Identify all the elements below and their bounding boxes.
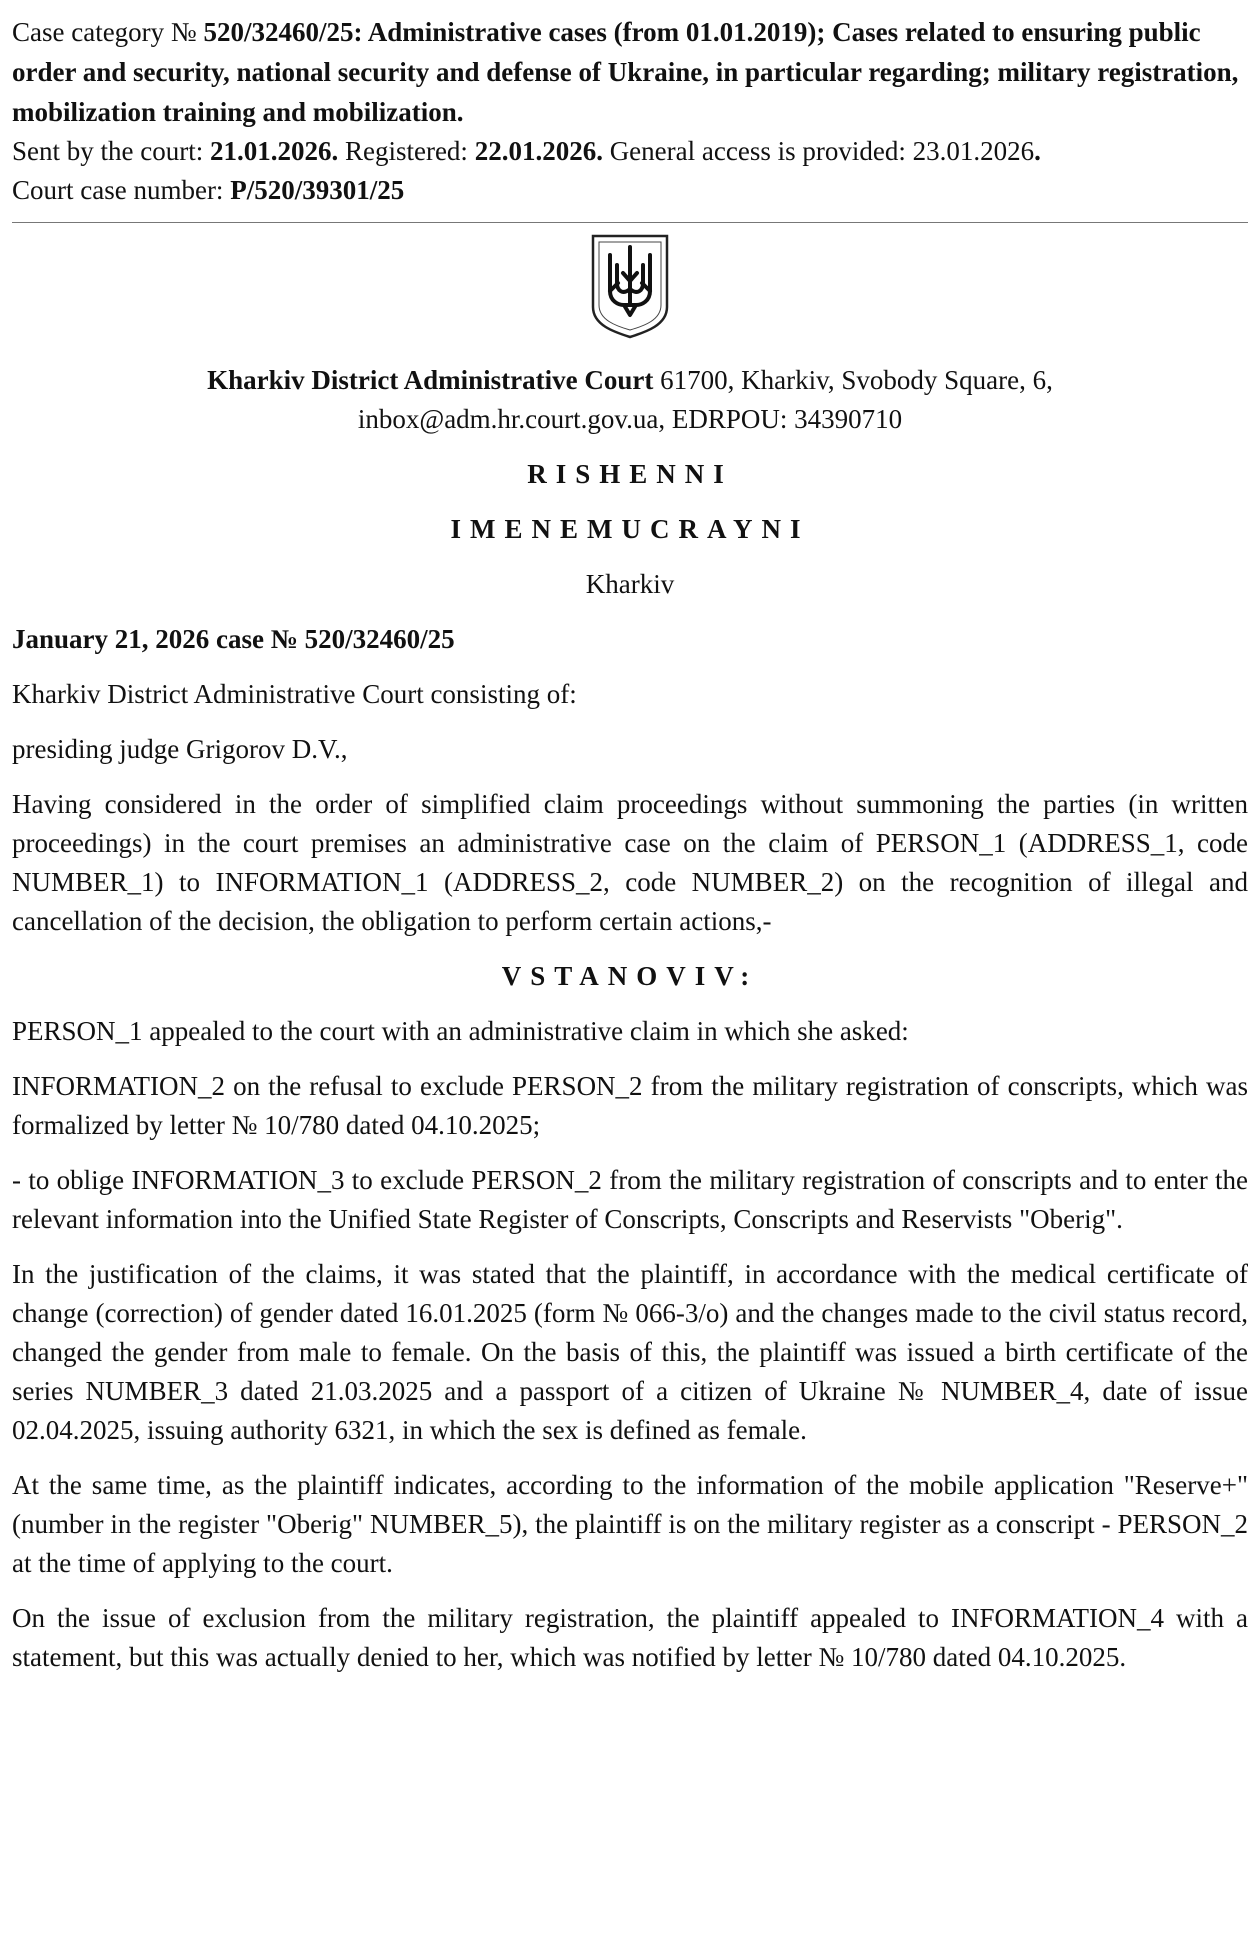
case-category-label: Case category № bbox=[12, 17, 204, 47]
decision-title: RISHENNI bbox=[527, 459, 733, 489]
header-divider bbox=[12, 222, 1248, 223]
paragraph-court-composition: Kharkiv District Administrative Court consisting of: bbox=[12, 679, 577, 709]
case-number-label: Court case number: bbox=[12, 175, 231, 205]
case-category-text: 520/32460/25: Administrative cases (from 01.01.2019); Cases related to ensuring public order and security, national security and defense of Ukraine, in particular regarding; military registration, mobilization training and mobilization. bbox=[12, 17, 1239, 127]
case-number-value: P/520/39301/25 bbox=[230, 175, 405, 205]
case-metadata bbox=[12, 12, 1248, 210]
sent-label: Sent by the court: bbox=[12, 136, 210, 166]
document-page bbox=[12, 12, 1248, 1677]
registered-date: 22.01.2026. bbox=[474, 136, 603, 166]
court-case-number bbox=[12, 171, 1248, 210]
paragraph-claim: PERSON_1 appealed to the court with an administrative claim in which she asked: bbox=[12, 1016, 909, 1046]
paragraph-exclusion-issue: On the issue of exclusion from the military registration, the plaintiff appealed to INFORMATION_4 with a statement, but this was actually denied to her, which was notified by letter № 10/780 dated 04.10.2025. bbox=[12, 1603, 1248, 1672]
court-heading bbox=[12, 361, 1248, 439]
paragraph-presiding-judge: presiding judge Grigorov D.V., bbox=[12, 734, 348, 764]
paragraph-justification: In the justification of the claims, it was stated that the plaintiff, in accordance with the medical certificate of change (correction) of gender dated 16.01.2025 (form № 066-3/o) and the changes made to the civil status record, changed the gender from male to female. On the basis of this, the plaintiff was issued a birth certificate of the series NUMBER_3 dated 21.03.2025 and a passport of a citizen of Ukraine № NUMBER_4, date of issue 02.04.2025, issuing authority 6321, in which the sex is defined as female. bbox=[12, 1259, 1248, 1445]
court-name: Kharkiv District Administrative Court bbox=[207, 365, 654, 395]
registered-label: Registered: bbox=[338, 136, 475, 166]
paragraph-claim-item-1: INFORMATION_2 on the refusal to exclude PERSON_2 from the military registration of conscripts, which was formalized by letter № 10/780 dated 04.10.2025; bbox=[12, 1071, 1248, 1140]
city-name: Kharkiv bbox=[585, 569, 675, 599]
paragraph-reserve-app: At the same time, as the plaintiff indicates, according to the information of the mobile application "Reserve+" (number in the register "Oberig" NUMBER_5), the plaintiff is on the military register as a conscript - PERSON_2 at the time of applying to the court. bbox=[12, 1470, 1248, 1578]
case-dates bbox=[12, 132, 1248, 171]
access-label: General access is provided: 23.01.2026 bbox=[602, 136, 1035, 166]
court-address: 61700, Kharkiv, Svobody Square, 6, bbox=[653, 365, 1053, 395]
court-contact: inbox@adm.hr.court.gov.ua, EDRPOU: 34390710 bbox=[357, 404, 903, 434]
coat-of-arms-icon bbox=[590, 233, 670, 339]
paragraph-case-considered: Having considered in the order of simplified claim proceedings without summoning the parties (in written proceedings) in the court premises an administrative case on the claim of PERSON_1 (ADDRESS_1, code NUMBER_1) to INFORMATION_1 (ADDRESS_2, code NUMBER_2) on the recognition of illegal and cancellation of the decision, the obligation to perform certain actions,- bbox=[12, 789, 1248, 936]
established-title: VSTANOVIV: bbox=[501, 961, 759, 991]
decision-date-line: January 21, 2026 case № 520/32460/25 bbox=[12, 624, 455, 654]
in-the-name-title: IMENEMUCRAYNI bbox=[450, 514, 810, 544]
case-category bbox=[12, 12, 1248, 132]
paragraph-claim-item-2: - to oblige INFORMATION_3 to exclude PERSON_2 from the military registration of conscripts and to enter the relevant information into the Unified State Register of Conscripts, Conscripts and Reservists "Oberig". bbox=[12, 1165, 1248, 1234]
sent-date: 21.01.2026. bbox=[209, 136, 339, 166]
access-dot: . bbox=[1034, 136, 1041, 166]
